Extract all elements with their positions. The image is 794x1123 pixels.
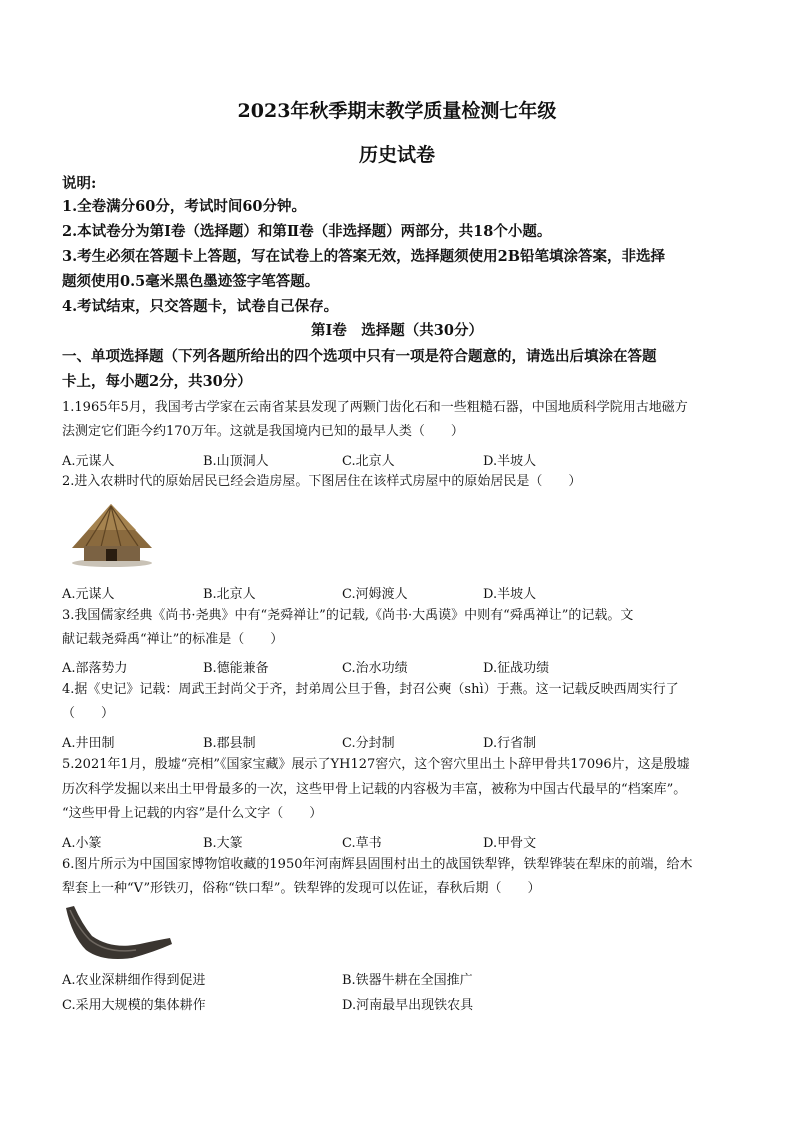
question-2-option-a: A.元谋人 [62, 587, 115, 602]
question-2-option-b: B.北京人 [203, 587, 256, 602]
question-3-option-b: B.德能兼备 [203, 661, 269, 676]
question-5-option-b: B.大篆 [203, 836, 243, 851]
question-5-text: 历次科学发掘以来出土甲骨最多的一次，这些甲骨上记载的内容极为丰富，被称为中国古代最早的“档案库”。 [62, 782, 687, 797]
question-3-option-a: A.部落势力 [62, 661, 128, 676]
question-6-text: 犁套上一种“V”形铁刃，俗称“铁口犁”。铁犁铧的发现可以佐证，春秋后期（ ） [62, 881, 541, 896]
question-1-option-c: C.北京人 [342, 454, 395, 469]
section-instruction: 一、单项选择题（下列各题所给出的四个选项中只有一项是符合题意的，请选出后填涂在答题 [62, 348, 657, 365]
instruction-line: 题须使用0.5毫米黑色墨迹签字笔答题。 [62, 273, 320, 290]
question-5-text: 5.2021年1月，殷墟“亮相”《国家宝藏》展示了YH127窖穴，这个窖穴里出土卜辞甲骨共17096片，这是殷墟 [62, 757, 690, 772]
question-4-option-a: A.井田制 [62, 736, 115, 751]
section-instruction: 卡上，每小题2分，共30分） [62, 373, 252, 390]
instructions-label: 说明: [62, 175, 97, 192]
question-3-text: 献记载尧舜禹“禅让”的标准是（ ） [62, 632, 284, 647]
question-2-text: 2.进入农耕时代的原始居民已经会造房屋。下图居住在该样式房屋中的原始居民是（ ） [62, 474, 582, 489]
question-4-option-b: B.郡县制 [203, 736, 256, 751]
question-5-text: “这些甲骨上记载的内容”是什么文字（ ） [62, 806, 323, 821]
question-5-option-c: C.草书 [342, 836, 382, 851]
question-6-option-b: B.铁器牛耕在全国推广 [342, 973, 473, 988]
question-4-text: 4.据《史记》记载：周武王封尚父于齐，封弟周公旦于鲁，封召公奭（shì）于燕。这一记载反映西周实行了 [62, 682, 679, 697]
question-6-text: 6.图片所示为中国国家博物馆收藏的1950年河南辉县固围村出土的战国铁犁铧，铁犁铧装在犁床的前端，给木 [62, 857, 693, 872]
question-2-option-c: C.河姆渡人 [342, 587, 408, 602]
instruction-line: 1.全卷满分60分，考试时间60分钟。 [62, 198, 306, 215]
question-1-option-a: A.元谋人 [62, 454, 115, 469]
question-3-option-c: C.治水功绩 [342, 661, 408, 676]
exam-subtitle: 历史试卷 [358, 144, 435, 166]
question-4-option-d: D.行省制 [483, 736, 537, 751]
instruction-line: 4.考试结束，只交答题卡，试卷自己保存。 [62, 298, 339, 315]
question-2-option-d: D.半坡人 [483, 587, 537, 602]
question-5-option-d: D.甲骨文 [483, 836, 537, 851]
question-4-option-c: C.分封制 [342, 736, 395, 751]
exam-title: 2023年秋季期末教学质量检测七年级 [237, 100, 557, 122]
instruction-line: 2.本试卷分为第Ⅰ卷（选择题）和第Ⅱ卷（非选择题）两部分，共18个小题。 [62, 223, 552, 240]
question-1-text: 1.1965年5月，我国考古学家在云南省某县发现了两颗门齿化石和一些粗糙石器，中国地质科学院用古地磁方 [62, 400, 688, 415]
question-6-option-c: C.采用大规模的集体耕作 [62, 998, 206, 1013]
question-1-text: 法测定它们距今约170万年。这就是我国境内已知的最早人类（ ） [62, 424, 464, 439]
thatched-hut-image [66, 500, 156, 568]
iron-plowshare-image [62, 904, 174, 962]
question-6-option-a: A.农业深耕细作得到促进 [62, 973, 206, 988]
question-1-option-b: B.山顶洞人 [203, 454, 269, 469]
question-3-text: 3.我国儒家经典《尚书·尧典》中有“尧舜禅让”的记载,《尚书·大禹谟》中则有“舜禹禅让”的记载。文 [62, 608, 634, 623]
question-6-option-d: D.河南最早出现铁农具 [342, 998, 474, 1013]
question-4-text: （ ） [62, 706, 115, 721]
question-1-option-d: D.半坡人 [483, 454, 537, 469]
part1-heading: 第Ⅰ卷 选择题（共30分） [311, 322, 483, 339]
question-3-option-d: D.征战功绩 [483, 661, 550, 676]
instruction-line: 3.考生必须在答题卡上答题，写在试卷上的答案无效，选择题须使用2B铅笔填涂答案，非选择 [62, 248, 665, 265]
question-5-option-a: A.小篆 [62, 836, 102, 851]
